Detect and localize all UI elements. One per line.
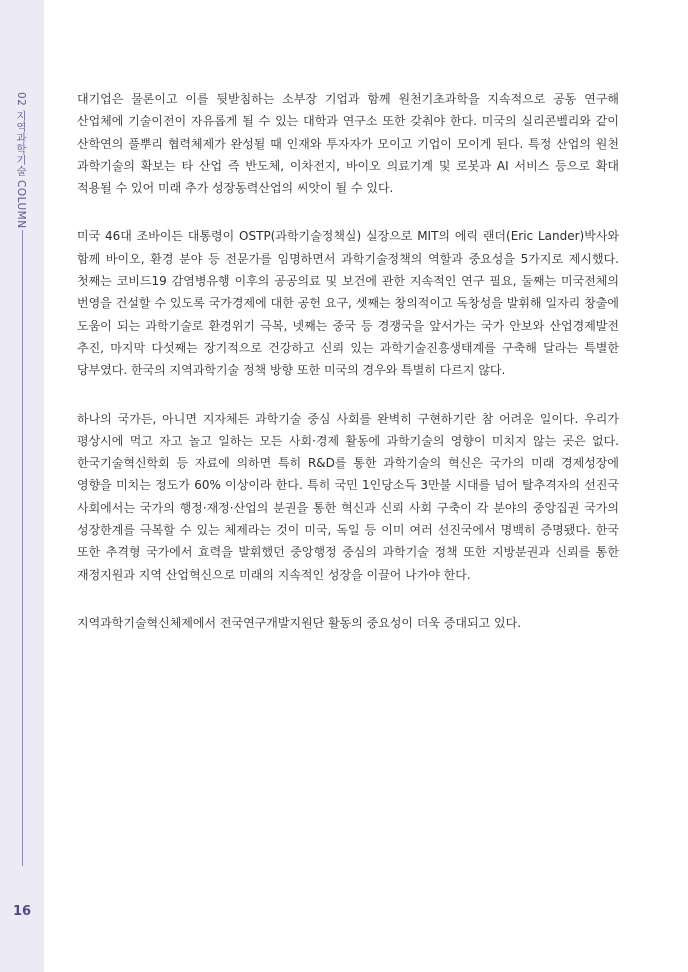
- sidebar: [0, 0, 44, 972]
- sidebar-divider: [22, 230, 23, 866]
- paragraph: 대기업은 물론이고 이를 뒷받침하는 소부장 기업과 함께 원천기초과학을 지속적으로 공동 연구해 산업체에 기술이전이 자유롭게 될 수 있는 대학과 연구소 또한 갖춰야 한다. 미국의 실리콘벨리와 같이 산학연의 풀뿌리 협력체제가 완성될 때 인재와 투자자가 모이고 기업이 모이게 된다. 특정 산업의 원천 과학기술의 확보는 타 산업 즉 반도체, 이차전지, 바이오 의료기계 및 로봇과 AI 서비스 등으로 확대 적용될 수 있어 미래 추가 성장동력산업의 씨앗이 될 수 있다.: [77, 92, 619, 196]
- page-number: 16: [12, 904, 32, 919]
- paragraph: 지역과학기술혁신체제에서 전국연구개발지원단 활동의 중요성이 더욱 증대되고 있다.: [77, 615, 522, 630]
- section-title: 02 지역과학기술 COLUMN: [15, 92, 27, 229]
- article-body: [77, 88, 619, 660]
- paragraph: 미국 46대 조바이든 대통령이 OSTP(과학기술정책실) 실장으로 MIT의 에릭 랜더(Eric Lander)박사와 함께 바이오, 환경 분야 등 전문가를 임명하면서 과학기술정책의 역할과 중요성을 5가지로 제시했다. 첫째는 코비드19 감염병유행 이후의 공공의료 및 보건에 관한 지속적인 연구 필요, 둘째는 미국전체의 번영을 건설할 수 있도록 국가경제에 대한 공헌 요구, 셋째는 창의적이고 독창성을 발휘해 일자리 창출에 도움이 되는 과학기술로 환경위기 극복, 넷째는 중국 등 경쟁국을 앞서가는 국가 안보와 산업경제발전 추진, 마지막 다섯째는 장기적으로 건강하고 신뢰 있는 과학기술진흥생태계를 구축해 달라는 특별한 당부였다. 한국의 지역과학기술 정책 방향 또한 미국의 경우와 특별히 다르지 않다.: [77, 229, 619, 378]
- paragraph: 하나의 국가든, 아니면 지자체든 과학기술 중심 사회를 완벽히 구현하기란 참 어려운 일이다. 우리가 평상시에 먹고 자고 놀고 일하는 모든 사회·경제 활동에 과학기술의 영향이 미치지 않는 곳은 없다. 한국기술혁신학회 등 자료에 의하면 특히 R&D를 통한 과학기술의 혁신은 국가의 미래 경제성장에 영향을 미치는 정도가 60% 이상이라 한다. 특히 국민 1인당소득 3만불 시대를 넘어 탈추격자의 선진국 사회에서는 국가의 행정·재정·산업의 분권을 통한 혁신과 신뢰 사회 구축이 각 분야의 중앙집권 국가의 성장한계를 극복할 수 있는 체제라는 것이 미국, 독일 등 이미 여러 선진국에서 명백히 증명됐다. 한국 또한 추격형 국가에서 효력을 발휘했던 중앙행정 중심의 과학기술 정책 또한 지방분권과 신뢰를 통한 재정지원과 지역 산업혁신으로 미래의 지속적인 성장을 이끌어 나가야 한다.: [77, 411, 619, 582]
